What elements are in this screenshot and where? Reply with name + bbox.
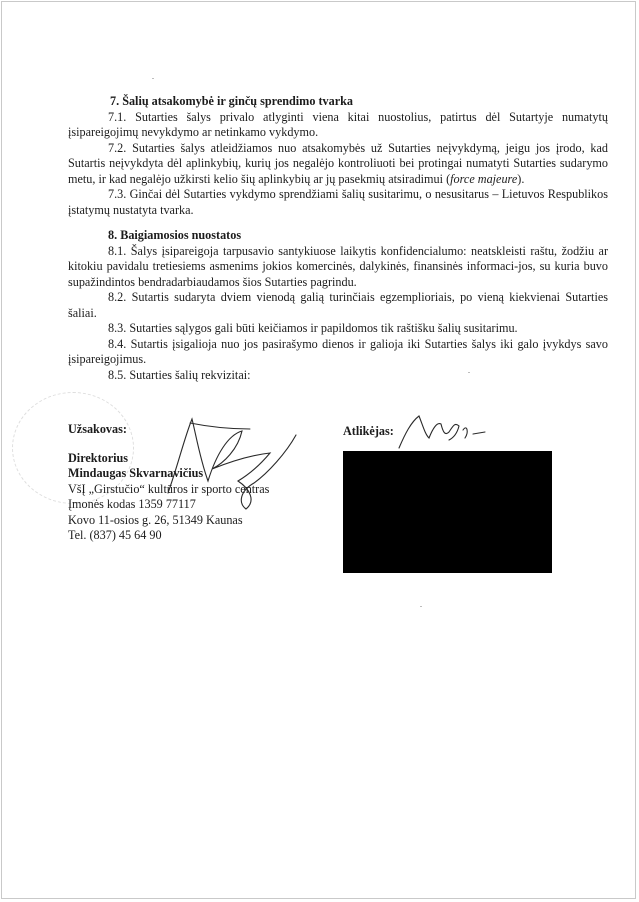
client-organization: VšĮ „Girstučio“ kultūros ir sporto centras bbox=[68, 481, 270, 496]
clause-8-1: 8.1. Šalys įsipareigoja tarpusavio santykiuose laikytis konfidencialumo: neatskleisti raštu, žodžiu ar kitokiu pavidalu tretiesiems asmenims jokios komercinės, dalykinės, finansinės informaci-jos, su kuria buvo supažindintos bendradarbiaudamos šios Sutarties pagrindu. bbox=[68, 243, 608, 289]
clause-8-4: 8.4. Sutartis įsigalioja nuo jos pasirašymo dienos ir galioja iki Sutarties šalys iki galo įvykdys savo įsipareigojimus. bbox=[68, 336, 608, 366]
speck bbox=[420, 606, 422, 607]
contractor-label: Atlikėjas: bbox=[343, 424, 394, 438]
clause-8-5: 8.5. Sutarties šalių rekvizitai: bbox=[108, 367, 251, 382]
clause-7-2-italic: force majeure bbox=[450, 171, 518, 186]
client-details bbox=[68, 422, 338, 544]
clause-7-2-text: 7.2. Sutarties šalys atleidžiamos nuo atsakomybės už Sutarties neįvykdymą, jeigu jos įrodo, kad Sutartis neįvykdyta dėl aplinkybių, kurių jos negalėjo kontroliuoti bei protingai numatyti Sutarties sudarymo metu, ir kad negalėjo užkirsti kelio šių aplinkybių ar jų pasekmių atsiradimui ( bbox=[68, 140, 608, 186]
speck bbox=[152, 78, 154, 79]
client-company-code: Įmonės kodas 1359 77117 bbox=[68, 497, 196, 511]
clause-7-3: 7.3. Ginčai dėl Sutarties vykdymo sprendžiami šalių susitarimu, o nesusitarus – Lietuvos Respublikos įstatymų nustatyta tvarka. bbox=[68, 187, 608, 217]
client-name: Mindaugas Skvarnavičius bbox=[68, 466, 204, 480]
clause-7-2 bbox=[68, 141, 608, 188]
section-8-heading: 8. Baigiamosios nuostatos bbox=[108, 228, 242, 242]
clause-8-3: 8.3. Sutarties sąlygos gali būti keičiamos ir papildomos tik raštišku šalių susitarimu. bbox=[108, 321, 518, 335]
client-label: Užsakovas: bbox=[68, 422, 127, 436]
redacted-contractor-details bbox=[343, 451, 552, 573]
document-body bbox=[68, 94, 608, 383]
clause-7-1: 7.1. Sutarties šalys privalo atlyginti viena kitai nuostolius, patirtus dėl Sutartyje numatytų įsipareigojimų nevykdymo ar netinkamo vykdymo. bbox=[68, 109, 608, 139]
clause-8-2: 8.2. Sutartis sudaryta dviem vienodą galią turinčiais egzemplioriais, po vieną kiekvienai Sutarties šaliai. bbox=[68, 290, 608, 320]
client-address: Kovo 11-osios g. 26, 51349 Kaunas bbox=[68, 512, 243, 527]
client-phone: Tel. (837) 45 64 90 bbox=[68, 528, 162, 542]
client-position: Direktorius bbox=[68, 450, 129, 465]
section-7-heading: 7. Šalių atsakomybė ir ginčų sprendimo tvarka bbox=[110, 94, 353, 108]
clause-7-2-end: ). bbox=[517, 171, 525, 186]
